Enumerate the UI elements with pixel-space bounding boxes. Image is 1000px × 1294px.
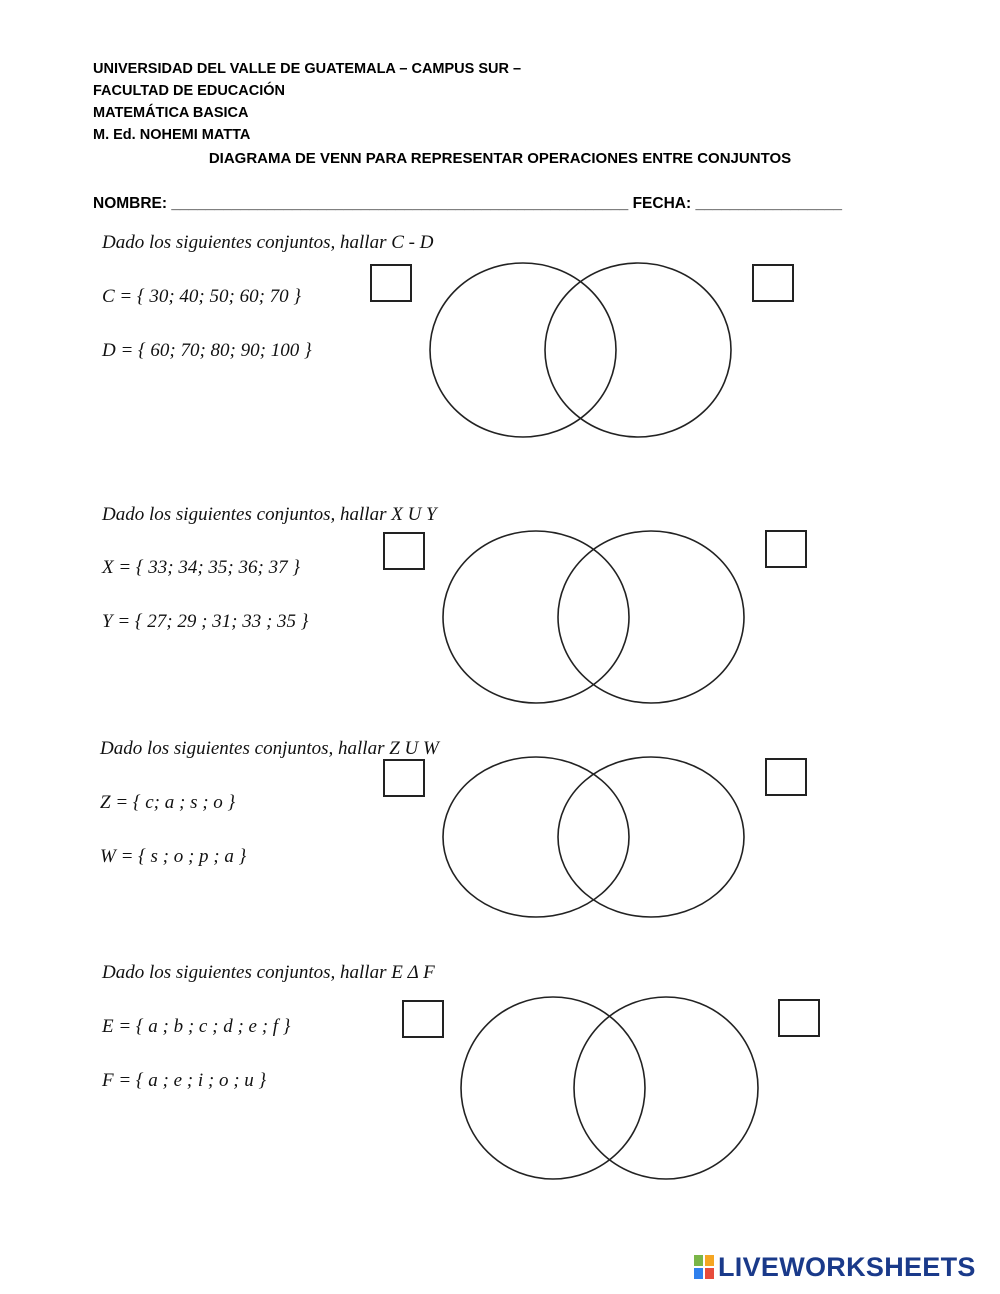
nombre-field[interactable]: _____________________________________________________ [171,195,629,212]
set-label-box-right[interactable] [778,999,820,1037]
set-label-box-right[interactable] [752,264,794,302]
set-label-box-left[interactable] [383,532,425,570]
set-x-definition: X = { 33; 34; 35; 36; 37 } [102,557,300,578]
set-c-definition: C = { 30; 40; 50; 60; 70 } [102,286,301,307]
course-name: MATEMÁTICA BASICA [93,105,249,121]
set-label-box-left[interactable] [383,759,425,797]
set-label-box-left[interactable] [402,1000,444,1038]
set-f-definition: F = { a ; e ; i ; o ; u } [102,1070,267,1091]
liveworksheets-logo [693,1252,976,1282]
venn-diagram-2 [441,527,747,707]
name-date-line [93,195,842,213]
nombre-label: NOMBRE: [93,195,168,212]
liveworksheets-logo-icon [693,1254,715,1280]
page-title: DIAGRAMA DE VENN PARA REPRESENTAR OPERACIONES ENTRE CONJUNTOS [208,150,792,167]
exercise-prompt: Dado los siguientes conjuntos, hallar C - D [102,232,434,253]
exercise-prompt: Dado los siguientes conjuntos, hallar E Δ F [102,962,435,983]
venn-diagram-3 [441,755,747,923]
venn-circle-right[interactable] [558,757,744,917]
set-e-definition: E = { a ; b ; c ; d ; e ; f } [102,1016,291,1037]
venn-circle-left[interactable] [443,531,629,703]
venn-circle-right[interactable] [558,531,744,703]
set-y-definition: Y = { 27; 29 ; 31; 33 ; 35 } [102,611,309,632]
faculty-name: FACULTAD DE EDUCACIÓN [93,83,285,99]
venn-diagram-1 [428,260,734,440]
set-z-definition: Z = { c; a ; s ; o } [100,792,236,813]
fecha-field[interactable]: _________________ [695,195,842,212]
venn-circle-right[interactable] [545,263,731,437]
exercise-prompt: Dado los siguientes conjuntos, hallar Z U W [100,738,439,759]
venn-circle-left[interactable] [430,263,616,437]
brand-name: LIVEWORKSHEETS [718,1251,976,1282]
university-name: UNIVERSIDAD DEL VALLE DE GUATEMALA – CAMPUS SUR – [93,61,522,77]
set-label-box-right[interactable] [765,530,807,568]
set-label-box-right[interactable] [765,758,807,796]
fecha-label: FECHA: [632,195,692,212]
venn-circle-right[interactable] [574,997,758,1179]
set-d-definition: D = { 60; 70; 80; 90; 100 } [102,340,312,361]
venn-diagram-4 [459,995,765,1183]
exercise-prompt: Dado los siguientes conjuntos, hallar X U Y [102,504,437,525]
venn-circle-left[interactable] [461,997,645,1179]
venn-circle-left[interactable] [443,757,629,917]
set-w-definition: W = { s ; o ; p ; a } [100,846,247,867]
set-label-box-left[interactable] [370,264,412,302]
teacher-name: M. Ed. NOHEMI MATTA [93,127,251,143]
